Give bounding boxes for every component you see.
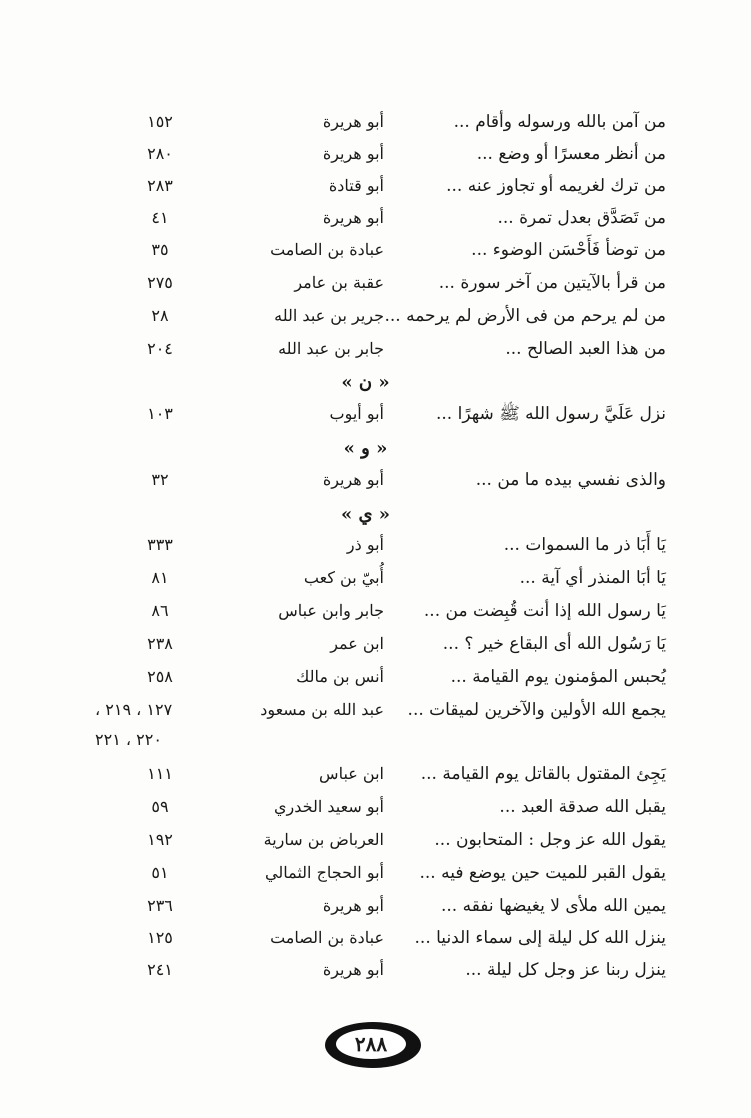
- index-row: [0, 922, 751, 954]
- hadith-text: من توضأ فَأَحْسَن الوضوء ...: [471, 240, 666, 260]
- index-row: [0, 106, 751, 138]
- page-ref: ٢٣٨: [147, 634, 173, 653]
- narrator: جرير بن عبد الله: [274, 306, 384, 325]
- narrator: أبو هريرة: [322, 960, 384, 979]
- narrator: عبد الله بن مسعود: [260, 700, 384, 719]
- narrator: أبو قتادة: [328, 176, 384, 195]
- hadith-text: من آمن بالله ورسوله وأقام ...: [453, 112, 666, 132]
- narrator: أبو هريرة: [322, 470, 384, 489]
- hadith-text: يَا رسول الله إذا أنت قُبِضت من ...: [423, 601, 666, 621]
- hadith-text: نزل عَلَيَّ رسول الله ﷺ شهرًا ...: [436, 404, 666, 424]
- page-ref: ٨١: [151, 568, 169, 587]
- page-ref: ٢٤١: [147, 960, 173, 979]
- index-row: [0, 398, 751, 430]
- page-ref-continuation: ٢٢٠ ، ٢٢١: [95, 730, 162, 749]
- narrator: أبو هريرة: [322, 896, 384, 915]
- hadith-text: من تَصَدَّق بعدل تمرة ...: [497, 208, 666, 228]
- narrator: ابن عمر: [330, 634, 384, 653]
- section-letter: « ن »: [341, 372, 390, 393]
- index-row: [0, 628, 751, 660]
- page-ref: ٣٣٣: [147, 535, 173, 554]
- page-ref: ٢٣٦: [147, 896, 173, 915]
- index-row: [0, 595, 751, 627]
- index-row: [0, 234, 751, 266]
- narrator: جابر وابن عباس: [278, 601, 384, 620]
- hadith-text: من ترك لغريمه أو تجاوز عنه ...: [446, 176, 666, 196]
- page-ref: ٣٢: [151, 470, 169, 489]
- hadith-text: يقول القبر للميت حين يوضع فيه ...: [419, 863, 666, 883]
- index-row: [0, 890, 751, 922]
- narrator: أبو هريرة: [322, 112, 384, 131]
- page-ref: ١٥٢: [147, 112, 173, 131]
- section-heading: [0, 369, 751, 397]
- hadith-text: يمين الله ملأى لا يغيضها نفقه ...: [440, 896, 666, 916]
- hadith-text: يجمع الله الأولين والآخرين لميقات ...: [407, 700, 666, 720]
- hadith-text: يَجِئ المقتول بالقاتل يوم القيامة ...: [420, 764, 666, 784]
- page-ref: ٨٦: [151, 601, 169, 620]
- index-row: [0, 138, 751, 170]
- page-ref: ٢٨٠: [147, 144, 173, 163]
- page-ref: ٢٨: [151, 306, 169, 325]
- page-number-badge: [325, 1022, 421, 1068]
- page-ref: ٢٨٣: [147, 176, 173, 195]
- page-ref: ٢٠٤: [147, 339, 173, 358]
- hadith-text: يقول الله عز وجل : المتحابون ...: [434, 830, 666, 850]
- narrator: العرباض بن سارية: [263, 830, 384, 849]
- page-ref: ٣٥: [151, 240, 169, 259]
- index-row: [0, 661, 751, 693]
- hadith-text: من لم يرحم من فى الأرض لم يرحمه ...: [384, 306, 666, 326]
- section-heading: [0, 501, 751, 529]
- hadith-text: يَا أَبَا ذر ما السموات ...: [503, 535, 666, 555]
- index-row: [0, 202, 751, 234]
- narrator: عبادة بن الصامت: [270, 928, 384, 947]
- index-row: [0, 267, 751, 299]
- index-row: [0, 694, 751, 726]
- index-row: [0, 791, 751, 823]
- narrator: عقبة بن عامر: [294, 273, 384, 292]
- page-number: ٢٨٨: [354, 1032, 388, 1056]
- page-ref: ٢٥٨: [147, 667, 173, 686]
- index-row: [0, 333, 751, 365]
- narrator: أبو الحجاج الثمالي: [265, 863, 384, 882]
- page-ref: ١٢٧ ، ٢١٩ ،: [95, 700, 173, 719]
- index-row: [0, 954, 751, 986]
- page-ref: ٢٧٥: [147, 273, 173, 292]
- hadith-text: والذى نفسي بيده ما من ...: [475, 470, 666, 490]
- hadith-text: يقبل الله صدقة العبد ...: [499, 797, 666, 817]
- section-heading: [0, 435, 751, 463]
- index-row: [0, 824, 751, 856]
- page-ref: ٥٩: [151, 797, 169, 816]
- index-row: [0, 857, 751, 889]
- narrator: أبو ذر: [346, 535, 384, 554]
- narrator: جابر بن عبد الله: [278, 339, 384, 358]
- narrator: عبادة بن الصامت: [270, 240, 384, 259]
- hadith-text: يَا رَسُول الله أى البقاع خير ؟ ...: [442, 634, 666, 654]
- section-letter: « و »: [343, 438, 388, 459]
- page-ref: ١٢٥: [147, 928, 173, 947]
- page-ref: ٤١: [151, 208, 169, 227]
- narrator: ابن عباس: [319, 764, 384, 783]
- index-row: [0, 464, 751, 496]
- index-row: [0, 170, 751, 202]
- narrator: أُبيّ بن كعب: [303, 568, 384, 587]
- page-ref: ١١١: [147, 764, 173, 783]
- index-row: [0, 300, 751, 332]
- page-ref: ٥١: [151, 863, 169, 882]
- hadith-text: من هذا العبد الصالح ...: [505, 339, 666, 359]
- page-ref: ١٠٣: [147, 404, 173, 423]
- section-letter: « ي »: [340, 504, 391, 525]
- narrator: أبو أيوب: [329, 404, 384, 423]
- narrator: أبو هريرة: [322, 208, 384, 227]
- index-row: [0, 758, 751, 790]
- page-ref: ١٩٢: [147, 830, 173, 849]
- narrator: أبو سعيد الخدري: [274, 797, 384, 816]
- hadith-text: ينزل ربنا عز وجل كل ليلة ...: [465, 960, 666, 980]
- hadith-text: يُحبس المؤمنون يوم القيامة ...: [450, 667, 666, 687]
- hadith-text: يَا أبَا المنذر أي آية ...: [519, 568, 666, 588]
- hadith-text: من قرأ بالآيتين من آخر سورة ...: [438, 273, 666, 293]
- hadith-text: من أنظر معسرًا أو وضع ...: [476, 144, 666, 164]
- index-row: [0, 529, 751, 561]
- narrator: أنس بن مالك: [296, 667, 384, 686]
- index-row: [0, 562, 751, 594]
- hadith-text: ينزل الله كل ليلة إلى سماء الدنيا ...: [414, 928, 666, 948]
- narrator: أبو هريرة: [322, 144, 384, 163]
